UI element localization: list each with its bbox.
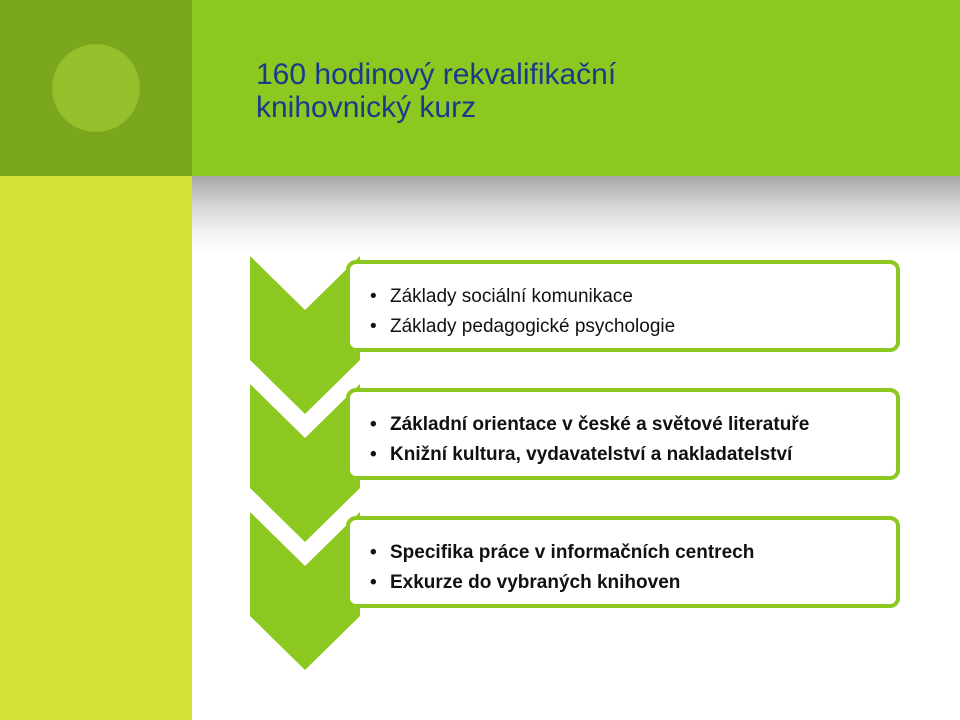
header-shadow xyxy=(192,176,960,254)
list-item: • Základní orientace v české a světové literatuře xyxy=(370,410,809,440)
list-item: • Knižní kultura, vydavatelství a nakladatelství xyxy=(370,440,809,470)
stage-1-list xyxy=(370,282,675,342)
list-item: • Exkurze do vybraných knihoven xyxy=(370,568,754,598)
stage-3-box xyxy=(346,516,900,608)
list-item: • Základy pedagogické psychologie xyxy=(370,312,675,342)
slide-title xyxy=(256,58,896,124)
stage-1-box xyxy=(346,260,900,352)
list-item: • Specifika práce v informačních centrech xyxy=(370,538,754,568)
title-line-2: knihovnický kurz xyxy=(256,91,477,124)
stage-3-list xyxy=(370,538,754,598)
stage-2-box xyxy=(346,388,900,480)
process-stage-3 xyxy=(250,512,912,670)
title-line-1: 160 hodinový rekvalifikační xyxy=(256,58,617,91)
list-item: • Základy sociální komunikace xyxy=(370,282,675,312)
decorative-circle xyxy=(52,44,140,132)
stage-2-list xyxy=(370,410,809,470)
chevron-down-shape xyxy=(250,512,360,670)
